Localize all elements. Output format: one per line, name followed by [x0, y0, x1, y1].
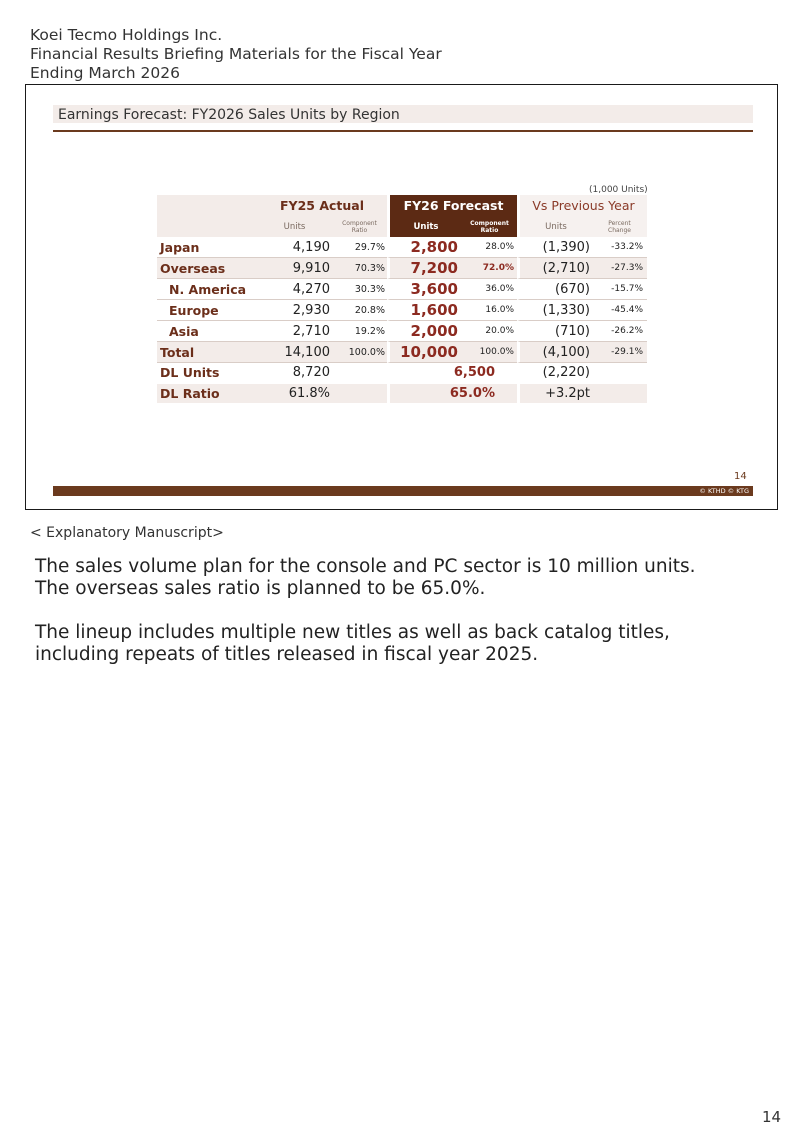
sales-units-table: [157, 195, 647, 405]
sub-header-fy26-units: Units: [387, 216, 462, 237]
fy26-units-cell: 2,800: [387, 237, 462, 258]
fy26-ratio-cell: 16.0%: [462, 300, 517, 321]
fy26-ratio-cell: 28.0%: [462, 237, 517, 258]
fy25-ratio-cell: [332, 363, 387, 384]
vs-units-cell: (4,100): [517, 342, 592, 363]
slide-page-number: 14: [734, 471, 747, 482]
fy25-units-cell: 9,910: [257, 258, 332, 279]
fy26-ratio-cell: 72.0%: [462, 258, 517, 279]
manuscript-label: < Explanatory Manuscript>: [30, 525, 224, 541]
fy26-ratio-cell: 100.0%: [462, 342, 517, 363]
slide-footer-bar: [53, 486, 753, 496]
slide-copyright: © KTHD © KTG: [699, 487, 749, 495]
vs-units-cell: (1,330): [517, 300, 592, 321]
table-row-europe: [157, 300, 647, 321]
manuscript-text-line: The sales volume plan for the console and PC sector is 10 million units.: [35, 556, 696, 577]
row-label: DL Ratio: [157, 384, 257, 405]
sub-header-fy26-ratio-l1: Component: [470, 219, 509, 227]
slide: [25, 84, 778, 510]
row-label: Europe: [157, 300, 257, 321]
vs-pct-cell: -15.7%: [592, 279, 647, 300]
vs-pct-cell: -33.2%: [592, 237, 647, 258]
sub-header-blank-cell: [157, 216, 257, 237]
document-title-line1: Financial Results Briefing Materials for the Fiscal Year: [30, 45, 442, 63]
fy25-ratio-cell: 29.7%: [332, 237, 387, 258]
row-label: N. America: [157, 279, 257, 300]
document-header: [30, 26, 442, 83]
fy25-units-cell: 14,100: [257, 342, 332, 363]
manuscript-text-line: including repeats of titles released in fiscal year 2025.: [35, 644, 539, 665]
table-group-header-row: [157, 195, 647, 216]
vs-pct-cell: [592, 363, 647, 384]
manuscript-text-line: The lineup includes multiple new titles as well as back catalog titles,: [35, 622, 670, 643]
manuscript-text-line: The overseas sales ratio is planned to be 65.0%.: [35, 578, 486, 599]
sub-header-fy25-units: Units: [257, 216, 332, 237]
fy26-units-cell: 7,200: [387, 258, 462, 279]
vs-pct-cell: -26.2%: [592, 321, 647, 342]
fy25-units-cell: 2,930: [257, 300, 332, 321]
fy26-units-cell: 3,600: [387, 279, 462, 300]
table-row-asia: [157, 321, 647, 342]
fy26-units-cell: 1,600: [387, 300, 462, 321]
vs-pct-cell: -29.1%: [592, 342, 647, 363]
header-vs-previous-year: Vs Previous Year: [517, 195, 647, 216]
row-label: Total: [157, 342, 257, 363]
fy25-ratio-cell: 19.2%: [332, 321, 387, 342]
fy25-ratio-cell: 20.8%: [332, 300, 387, 321]
fy25-ratio-cell: 70.3%: [332, 258, 387, 279]
sub-header-fy26-ratio-l2: Ratio: [480, 226, 499, 234]
fy26-units-cell: 10,000: [387, 342, 462, 363]
header-fy25-actual: FY25 Actual: [257, 195, 387, 216]
sub-header-fy25-ratio-l2: Ratio: [351, 226, 368, 234]
vs-units-cell: +3.2pt: [517, 384, 592, 405]
row-label: Overseas: [157, 258, 257, 279]
sub-header-vs-pct-l1: Percent: [608, 219, 631, 227]
vs-pct-cell: -45.4%: [592, 300, 647, 321]
vs-units-cell: (1,390): [517, 237, 592, 258]
company-name: Koei Tecmo Holdings Inc.: [30, 26, 223, 44]
fy26-ratio-cell: 20.0%: [462, 321, 517, 342]
fy25-ratio-cell: 30.3%: [332, 279, 387, 300]
sub-header-vs-pct: [592, 216, 647, 237]
fy25-units-cell: 2,710: [257, 321, 332, 342]
table-row-dl-units: [157, 363, 647, 384]
fy26-units-cell: 2,000: [387, 321, 462, 342]
manuscript-body: [35, 556, 775, 666]
paragraph-spacer: [35, 600, 775, 622]
fy26-units-cell: 65.0%: [387, 384, 517, 405]
fy25-ratio-cell: 100.0%: [332, 342, 387, 363]
vs-pct-cell: [592, 384, 647, 405]
vs-units-cell: (670): [517, 279, 592, 300]
sub-header-vs-pct-l2: Change: [608, 226, 631, 234]
fy25-units-cell: 4,190: [257, 237, 332, 258]
table-row-dl-ratio: [157, 384, 647, 405]
header-blank-cell: [157, 195, 257, 216]
row-label: DL Units: [157, 363, 257, 384]
vs-units-cell: (710): [517, 321, 592, 342]
fy26-units-cell: 6,500: [387, 363, 517, 384]
slide-title-rule: [53, 130, 753, 132]
fy26-ratio-cell: 36.0%: [462, 279, 517, 300]
fy25-units-cell: 8,720: [257, 363, 332, 384]
vs-units-cell: (2,710): [517, 258, 592, 279]
sub-header-fy25-ratio: [332, 216, 387, 237]
sub-header-vs-units: Units: [517, 216, 592, 237]
document-title-line2: Ending March 2026: [30, 64, 180, 82]
header-fy26-forecast: FY26 Forecast: [387, 195, 517, 216]
fy25-units-cell: 61.8%: [257, 384, 332, 405]
row-label: Japan: [157, 237, 257, 258]
fy25-ratio-cell: [332, 384, 387, 405]
sub-header-fy25-ratio-l1: Component: [342, 219, 377, 227]
row-label: Asia: [157, 321, 257, 342]
slide-title: Earnings Forecast: FY2026 Sales Units by Region: [58, 107, 400, 123]
page-number: 14: [762, 1108, 782, 1126]
table-row-japan: [157, 237, 647, 258]
vs-pct-cell: -27.3%: [592, 258, 647, 279]
unit-note: (1,000 Units): [589, 185, 648, 195]
sub-header-fy26-ratio: [462, 216, 517, 237]
table-row-n-america: [157, 279, 647, 300]
vs-units-cell: (2,220): [517, 363, 592, 384]
table-row-total: [157, 342, 647, 363]
fy25-units-cell: 4,270: [257, 279, 332, 300]
table-row-overseas: [157, 258, 647, 279]
table-sub-header-row: [157, 216, 647, 237]
